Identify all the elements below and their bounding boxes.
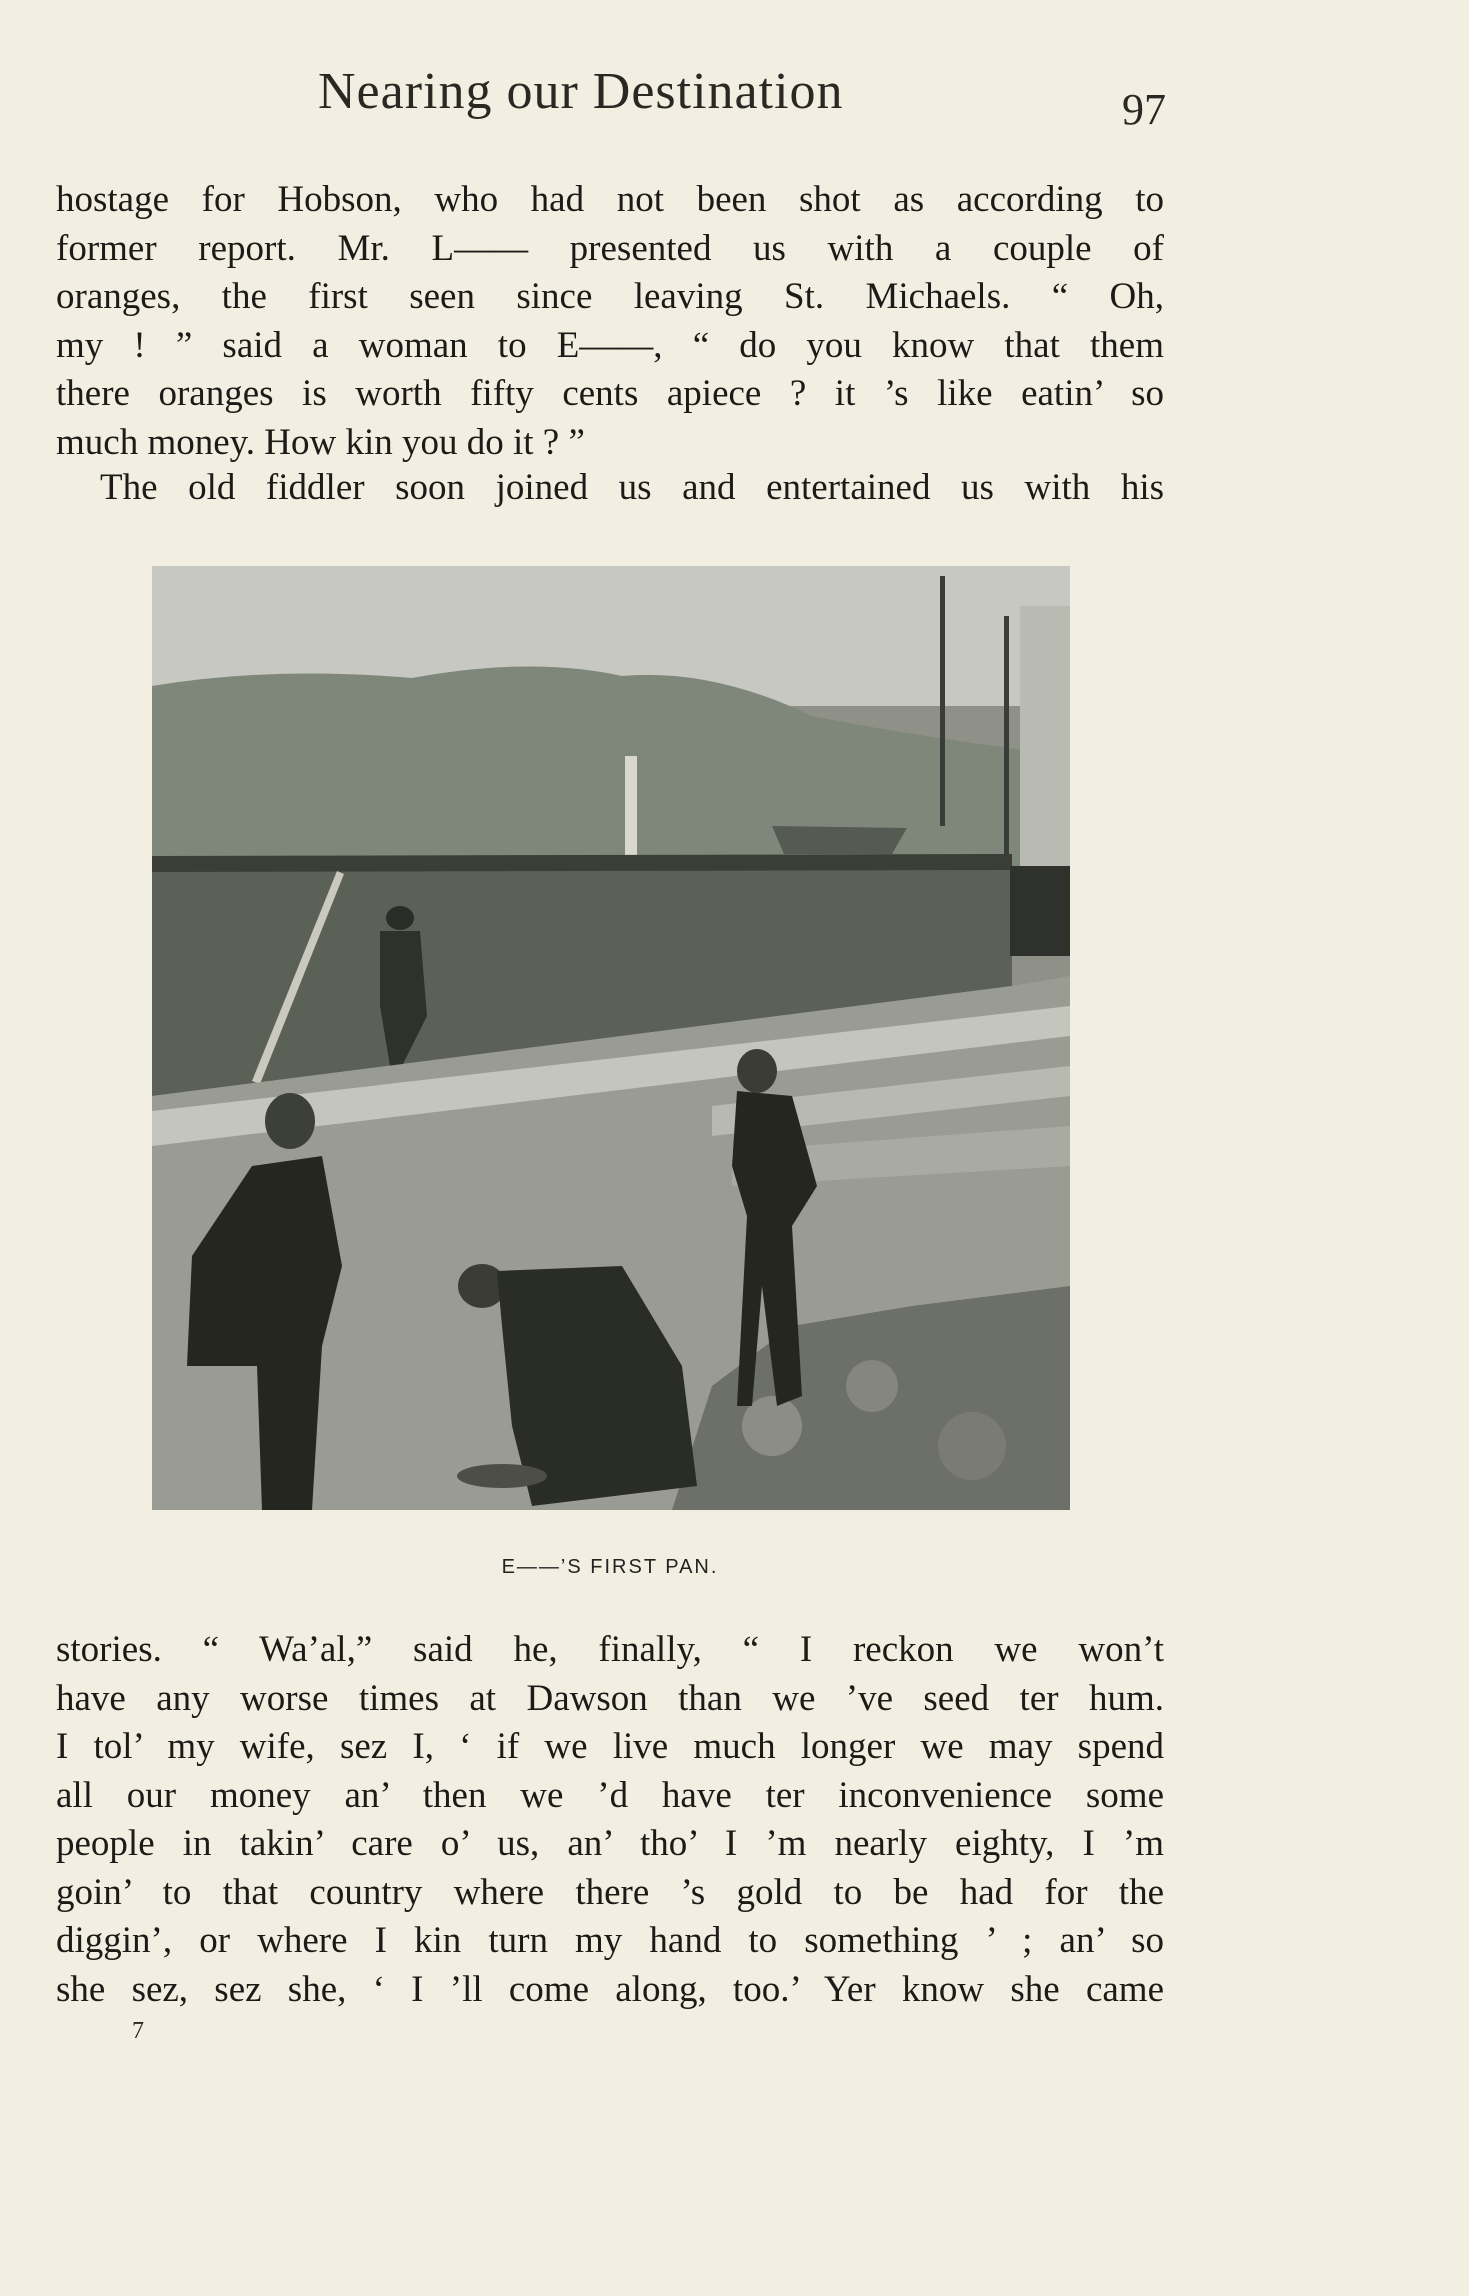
text-line: my ! ” said a woman to E——, “ do you know that them xyxy=(56,324,1164,366)
rock xyxy=(938,1412,1006,1480)
text-line: stories. “ Wa’al,” said he, finally, “ I reckon we won’t xyxy=(56,1629,1164,1670)
flagpole xyxy=(1004,616,1009,866)
barge-deck xyxy=(152,854,1012,872)
man-right-head xyxy=(737,1049,777,1093)
text-line: she sez, sez she, ‘ I ’ll come along, too.’ Yer know she came xyxy=(56,1968,1164,2010)
flagpole xyxy=(940,576,945,826)
text-line: have any worse times at Dawson than we ’ve seed ter hum. xyxy=(56,1677,1164,1719)
running-title: Nearing our Destination xyxy=(318,63,844,120)
steamer-hull xyxy=(1010,866,1070,956)
halftone-photograph xyxy=(152,566,1070,1510)
text-line: all our money an’ then we ’d have ter inconvenience some xyxy=(56,1774,1164,1816)
page-number: 97 xyxy=(1122,85,1166,134)
small-boat xyxy=(772,826,907,854)
text-line: people in takin’ care o’ us, an’ tho’ I ’m nearly eighty, I ’m xyxy=(56,1823,1164,1864)
text-line: former report. Mr. L—— presented us with a couple of xyxy=(56,227,1164,269)
text-line: goin’ to that country where there ’s gold to be had for the xyxy=(56,1871,1164,1913)
text-line: there oranges is worth fifty cents apiece ? it ’s like eatin’ so xyxy=(56,373,1164,414)
text-line: The old fiddler soon joined us and entertained us with his xyxy=(100,467,1164,508)
signature-mark: 7 xyxy=(132,2018,144,2044)
text-line: hostage for Hobson, who had not been shot as according to xyxy=(56,179,1164,220)
gold-pan xyxy=(457,1464,547,1488)
man-left-head xyxy=(265,1093,315,1149)
text-line: diggin’, or where I kin turn my hand to something ’ ; an’ so xyxy=(56,1920,1164,1961)
paragraph-second xyxy=(56,464,1164,513)
steamer-cabin xyxy=(1020,606,1070,866)
text-line: I tol’ my wife, sez I, ‘ if we live much longer we may spend xyxy=(56,1726,1164,1767)
rock xyxy=(846,1360,898,1412)
paragraph-top xyxy=(56,176,1164,467)
text-line: oranges, the first seen since leaving St. Michaels. “ Oh, xyxy=(56,276,1164,317)
paragraph-bottom xyxy=(56,1626,1164,2014)
photograph-illustration xyxy=(152,566,1070,1510)
text-line: much money. How kin you do it ? ” xyxy=(56,421,585,463)
running-head xyxy=(56,62,1166,132)
figure-caption: E——’S FIRST PAN. xyxy=(501,1556,719,1578)
worker-head xyxy=(386,906,414,930)
